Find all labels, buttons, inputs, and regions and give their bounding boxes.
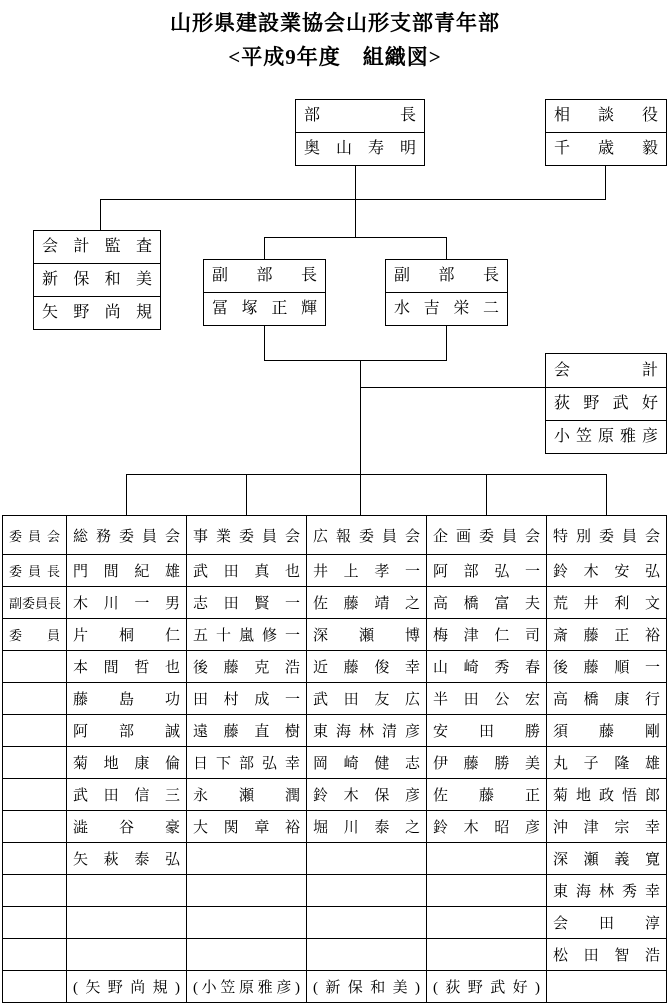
member-cell: 武田真也	[187, 555, 307, 587]
connector-line	[446, 237, 447, 259]
table-row	[3, 843, 667, 875]
member-cell: 山崎秀春	[427, 651, 547, 683]
box-vice-director-left	[203, 259, 326, 326]
connector-line	[486, 474, 487, 515]
row-label-cell	[3, 811, 67, 843]
page-subtitle: <平成9年度 組織図>	[228, 45, 442, 69]
table-row	[3, 555, 667, 587]
connector-line	[126, 474, 127, 515]
table-row	[3, 939, 667, 971]
member-cell: 荒井利文	[547, 587, 667, 619]
member-cell: 志田賢一	[187, 587, 307, 619]
row-label-cell	[3, 747, 67, 779]
role-label: 相談役	[554, 107, 658, 124]
member-cell: 高橋康行	[547, 683, 667, 715]
connector-line	[360, 387, 545, 388]
member-cell	[427, 939, 547, 971]
role-label: 会計監査	[42, 238, 152, 255]
connector-line	[446, 325, 447, 360]
table-row	[3, 875, 667, 907]
role-label: 会計	[554, 362, 658, 379]
connector-line	[606, 474, 607, 515]
table-row	[3, 971, 667, 1003]
person-name: 冨塚正輝	[204, 292, 325, 325]
table-row	[3, 651, 667, 683]
table-row	[3, 747, 667, 779]
connector-line	[360, 474, 361, 515]
member-cell: 佐藤正	[427, 779, 547, 811]
member-cell: 矢萩泰弘	[67, 843, 187, 875]
member-cell	[187, 907, 307, 939]
person-name: 水吉栄二	[386, 292, 507, 325]
member-cell	[307, 843, 427, 875]
corner-header-cell: 委員会	[3, 516, 67, 555]
member-cell: 阿部弘一	[427, 555, 547, 587]
member-cell	[427, 907, 547, 939]
member-cell: (新保和美)	[307, 971, 427, 1003]
member-cell: 片桐仁	[67, 619, 187, 651]
member-cell: 五十嵐修一	[187, 619, 307, 651]
member-cell: 会田淳	[547, 907, 667, 939]
member-cell: 半田公宏	[427, 683, 547, 715]
box-director	[295, 99, 425, 166]
committee-table-body	[3, 555, 667, 1003]
table-row	[3, 683, 667, 715]
member-cell: 松田智浩	[547, 939, 667, 971]
member-cell: 高橋富夫	[427, 587, 547, 619]
person-name: 新保和美	[34, 263, 160, 296]
member-cell: 丸子隆雄	[547, 747, 667, 779]
member-cell: 岡崎健志	[307, 747, 427, 779]
member-cell: 鈴木昭彦	[427, 811, 547, 843]
member-cell	[307, 907, 427, 939]
table-header-row	[3, 516, 667, 555]
role-label: 副部長	[212, 267, 317, 284]
member-cell: 近藤俊幸	[307, 651, 427, 683]
committee-header-cell: 特別委員会	[547, 516, 667, 555]
member-cell: 藤島功	[67, 683, 187, 715]
table-row	[3, 907, 667, 939]
row-label-cell	[3, 875, 67, 907]
member-cell: 日下部弘幸	[187, 747, 307, 779]
member-cell: 澁谷豪	[67, 811, 187, 843]
row-label-cell	[3, 651, 67, 683]
box-advisor	[545, 99, 667, 166]
table-row	[3, 715, 667, 747]
member-cell	[427, 843, 547, 875]
member-cell: 沖津宗幸	[547, 811, 667, 843]
box-treasurer	[545, 353, 667, 454]
member-cell	[427, 875, 547, 907]
member-cell: (荻野武好)	[427, 971, 547, 1003]
connector-line	[360, 360, 361, 474]
row-label-cell: 副委員長	[3, 587, 67, 619]
connector-line	[605, 165, 606, 200]
member-cell: 鈴木安弘	[547, 555, 667, 587]
member-cell	[67, 875, 187, 907]
table-row	[3, 811, 667, 843]
member-cell: 堀川泰之	[307, 811, 427, 843]
row-label-cell	[3, 683, 67, 715]
table-row	[3, 619, 667, 651]
member-cell: 永瀬潤	[187, 779, 307, 811]
role-label: 副部長	[394, 267, 499, 284]
table-row	[3, 779, 667, 811]
member-cell: 佐藤靖之	[307, 587, 427, 619]
member-cell: 田村成一	[187, 683, 307, 715]
member-cell: 須藤剛	[547, 715, 667, 747]
member-cell: 伊藤勝美	[427, 747, 547, 779]
box-audit	[33, 230, 161, 330]
member-cell: 阿部誠	[67, 715, 187, 747]
connector-line	[264, 237, 447, 238]
member-cell: 後藤克浩	[187, 651, 307, 683]
member-cell: (矢野尚規)	[67, 971, 187, 1003]
member-cell: 安田勝	[427, 715, 547, 747]
member-cell: 遠藤直樹	[187, 715, 307, 747]
committee-header-cell: 企画委員会	[427, 516, 547, 555]
member-cell	[307, 875, 427, 907]
box-vice-director-right	[385, 259, 508, 326]
member-cell: 武田友広	[307, 683, 427, 715]
row-label-cell	[3, 939, 67, 971]
member-cell: 本間哲也	[67, 651, 187, 683]
committee-table	[2, 515, 667, 1003]
person-name: 荻野武好	[546, 387, 666, 420]
connector-line	[100, 199, 606, 200]
member-cell: 斎藤正裕	[547, 619, 667, 651]
connector-line	[126, 474, 607, 475]
person-name: 奥山寿明	[296, 132, 424, 165]
member-cell	[67, 907, 187, 939]
member-cell: 井上孝一	[307, 555, 427, 587]
person-name: 千歳毅	[546, 132, 666, 165]
member-cell: 深瀬博	[307, 619, 427, 651]
member-cell	[307, 939, 427, 971]
member-cell: 梅津仁司	[427, 619, 547, 651]
member-cell: 門間紀雄	[67, 555, 187, 587]
connector-line	[264, 325, 265, 360]
connector-line	[264, 237, 265, 259]
member-cell: 武田信三	[67, 779, 187, 811]
row-label-cell	[3, 971, 67, 1003]
person-name: 小笠原雅彦	[546, 420, 666, 453]
member-cell	[547, 971, 667, 1003]
committee-header-cell: 広報委員会	[307, 516, 427, 555]
member-cell	[187, 875, 307, 907]
member-cell: 鈴木保彦	[307, 779, 427, 811]
member-cell: 後藤順一	[547, 651, 667, 683]
row-label-cell: 委員	[3, 619, 67, 651]
committee-table-head	[3, 516, 667, 555]
page-title: 山形県建設業協会山形支部青年部	[170, 11, 500, 35]
table-row	[3, 587, 667, 619]
person-name: 矢野尚規	[34, 296, 160, 329]
committee-header-cell: 事業委員会	[187, 516, 307, 555]
member-cell: 大関章裕	[187, 811, 307, 843]
connector-line	[100, 199, 101, 230]
member-cell: 菊地康倫	[67, 747, 187, 779]
committee-header-cell: 総務委員会	[67, 516, 187, 555]
connector-line	[264, 360, 447, 361]
member-cell: 東海林清彦	[307, 715, 427, 747]
member-cell: 菊地政悟郎	[547, 779, 667, 811]
member-cell: 東海林秀幸	[547, 875, 667, 907]
member-cell	[67, 939, 187, 971]
row-label-cell	[3, 843, 67, 875]
connector-line	[246, 474, 247, 515]
row-label-cell	[3, 907, 67, 939]
member-cell: 木川一男	[67, 587, 187, 619]
row-label-cell	[3, 715, 67, 747]
member-cell: (小笠原雅彦)	[187, 971, 307, 1003]
member-cell: 深瀬義寛	[547, 843, 667, 875]
connector-line	[355, 165, 356, 238]
row-label-cell	[3, 779, 67, 811]
member-cell	[187, 843, 307, 875]
row-label-cell: 委員長	[3, 555, 67, 587]
member-cell	[187, 939, 307, 971]
role-label: 部長	[304, 107, 416, 124]
